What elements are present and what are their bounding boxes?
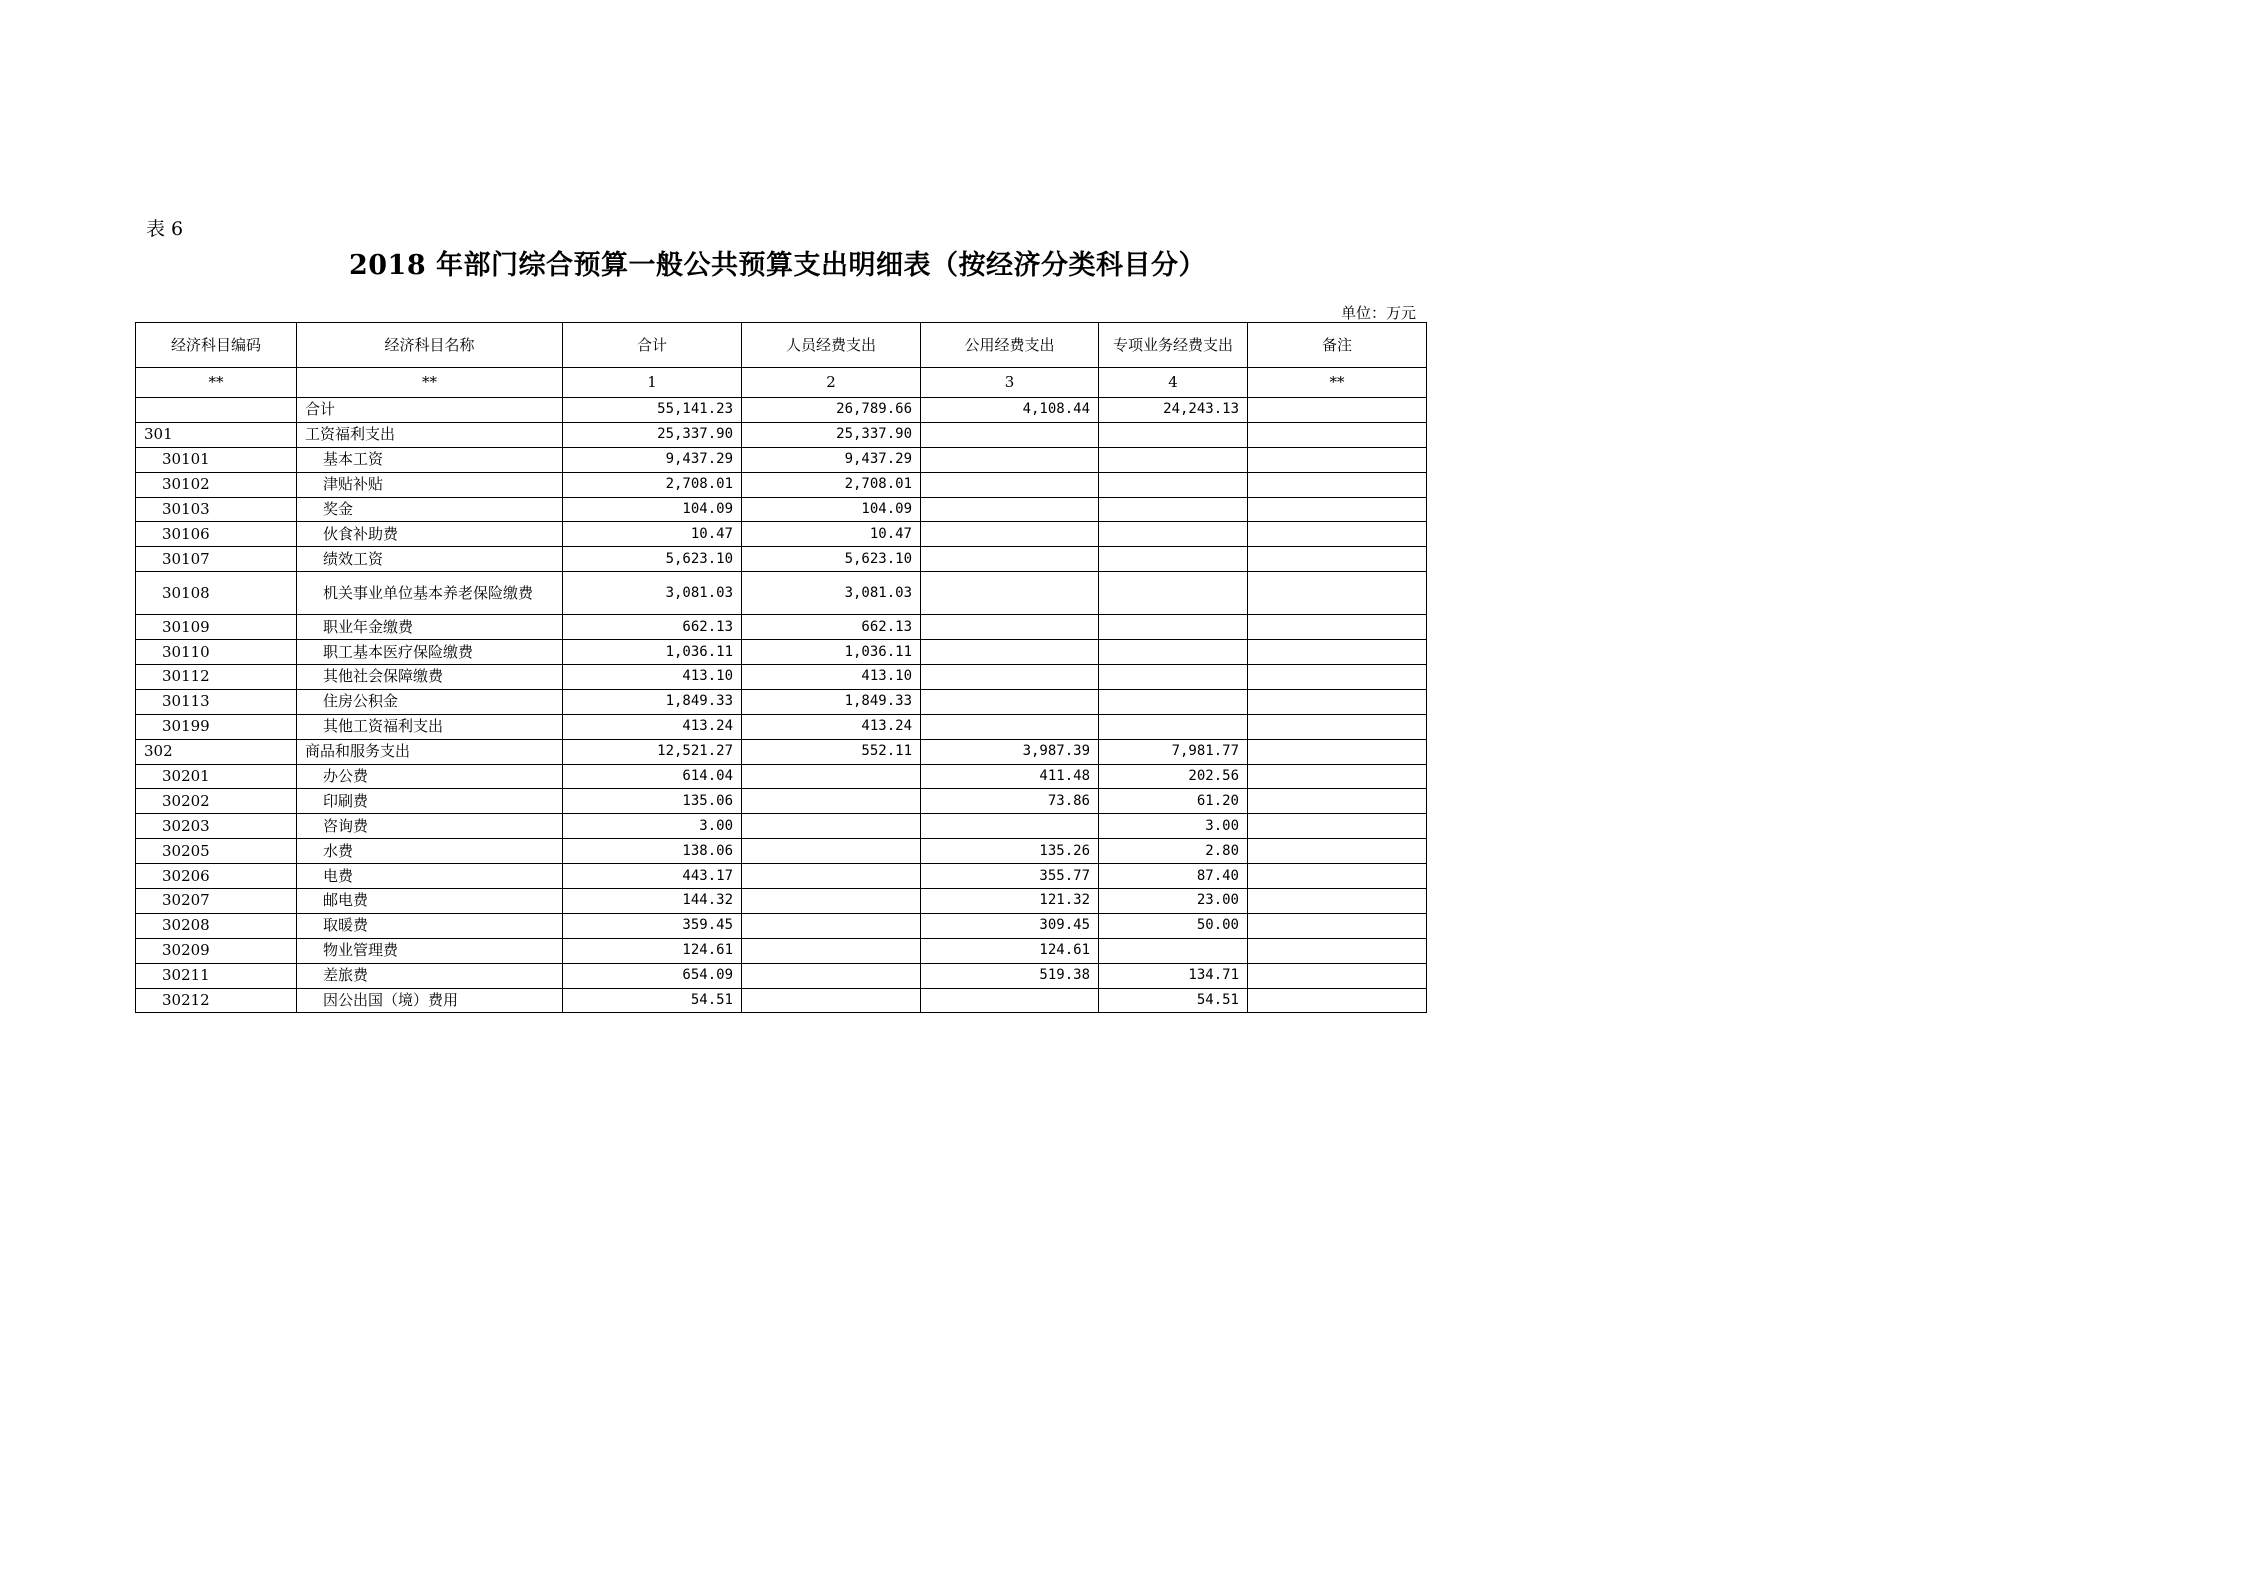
- cell-note: [1248, 963, 1427, 988]
- cell-public: [921, 988, 1099, 1013]
- cell-total: 662.13: [563, 615, 742, 640]
- cell-special: [1099, 447, 1248, 472]
- cell-public: [921, 814, 1099, 839]
- cell-note: [1248, 522, 1427, 547]
- table-row: [136, 963, 1427, 988]
- cell-note: [1248, 398, 1427, 423]
- cell-special: [1099, 547, 1248, 572]
- cell-note: [1248, 640, 1427, 665]
- budget-table: [135, 322, 1427, 1013]
- cell-special: [1099, 422, 1248, 447]
- cell-personnel: 662.13: [742, 615, 921, 640]
- header-row: [136, 323, 1427, 368]
- cell-total: 9,437.29: [563, 447, 742, 472]
- cell-note: [1248, 764, 1427, 789]
- cell-special: 24,243.13: [1099, 398, 1248, 423]
- cell-note: [1248, 938, 1427, 963]
- cell-code: 30110: [136, 640, 297, 665]
- cell-personnel: [742, 864, 921, 889]
- cell-note: [1248, 497, 1427, 522]
- cell-personnel: 9,437.29: [742, 447, 921, 472]
- cell-personnel: [742, 764, 921, 789]
- index-name: **: [297, 368, 563, 398]
- cell-name: 差旅费: [297, 963, 563, 988]
- cell-special: [1099, 714, 1248, 739]
- cell-personnel: 3,081.03: [742, 572, 921, 615]
- table-row: [136, 839, 1427, 864]
- table-row: [136, 988, 1427, 1013]
- cell-name: 津贴补贴: [297, 472, 563, 497]
- cell-note: [1248, 689, 1427, 714]
- cell-public: 73.86: [921, 789, 1099, 814]
- cell-public: [921, 640, 1099, 665]
- cell-special: [1099, 472, 1248, 497]
- cell-personnel: [742, 988, 921, 1013]
- cell-note: [1248, 814, 1427, 839]
- index-public: 3: [921, 368, 1099, 398]
- table-row: [136, 665, 1427, 690]
- cell-total: 2,708.01: [563, 472, 742, 497]
- cell-total: 135.06: [563, 789, 742, 814]
- cell-note: [1248, 839, 1427, 864]
- cell-code: 302: [136, 739, 297, 764]
- cell-total: 54.51: [563, 988, 742, 1013]
- table-label: 表 6: [146, 218, 184, 240]
- cell-personnel: 10.47: [742, 522, 921, 547]
- cell-code: 30112: [136, 665, 297, 690]
- table-row: [136, 398, 1427, 423]
- cell-code: 30201: [136, 764, 297, 789]
- header-public: 公用经费支出: [921, 323, 1099, 368]
- cell-name: 电费: [297, 864, 563, 889]
- cell-special: 2.80: [1099, 839, 1248, 864]
- cell-code: 30102: [136, 472, 297, 497]
- cell-special: [1099, 689, 1248, 714]
- cell-code: 30199: [136, 714, 297, 739]
- table-row: [136, 522, 1427, 547]
- cell-special: [1099, 522, 1248, 547]
- cell-code: 30202: [136, 789, 297, 814]
- cell-name: 物业管理费: [297, 938, 563, 963]
- table-row: [136, 739, 1427, 764]
- cell-name: 职业年金缴费: [297, 615, 563, 640]
- cell-total: 443.17: [563, 864, 742, 889]
- cell-special: [1099, 938, 1248, 963]
- cell-note: [1248, 472, 1427, 497]
- cell-total: 25,337.90: [563, 422, 742, 447]
- table-row: [136, 472, 1427, 497]
- header-code: 经济科目编码: [136, 323, 297, 368]
- cell-public: 411.48: [921, 764, 1099, 789]
- cell-public: [921, 447, 1099, 472]
- cell-public: 135.26: [921, 839, 1099, 864]
- document-title: 2018 年部门综合预算一般公共预算支出明细表（按经济分类科目分）: [348, 250, 1207, 281]
- cell-personnel: [742, 839, 921, 864]
- cell-special: [1099, 640, 1248, 665]
- cell-public: [921, 522, 1099, 547]
- index-note: **: [1248, 368, 1427, 398]
- cell-public: [921, 689, 1099, 714]
- cell-public: [921, 497, 1099, 522]
- cell-name: 印刷费: [297, 789, 563, 814]
- cell-name: 其他工资福利支出: [297, 714, 563, 739]
- cell-name: 合计: [297, 398, 563, 423]
- cell-personnel: [742, 814, 921, 839]
- cell-note: [1248, 913, 1427, 938]
- header-total: 合计: [563, 323, 742, 368]
- cell-special: [1099, 497, 1248, 522]
- table-row: [136, 938, 1427, 963]
- cell-code: 30203: [136, 814, 297, 839]
- table-row: [136, 913, 1427, 938]
- cell-code: 30207: [136, 889, 297, 914]
- cell-name: 邮电费: [297, 889, 563, 914]
- cell-personnel: 104.09: [742, 497, 921, 522]
- cell-total: 654.09: [563, 963, 742, 988]
- index-code: **: [136, 368, 297, 398]
- index-total: 1: [563, 368, 742, 398]
- cell-total: 12,521.27: [563, 739, 742, 764]
- cell-note: [1248, 422, 1427, 447]
- table-row: [136, 640, 1427, 665]
- cell-total: 413.24: [563, 714, 742, 739]
- cell-total: 10.47: [563, 522, 742, 547]
- cell-note: [1248, 789, 1427, 814]
- cell-code: [136, 398, 297, 423]
- cell-note: [1248, 447, 1427, 472]
- cell-public: 519.38: [921, 963, 1099, 988]
- cell-code: 30205: [136, 839, 297, 864]
- cell-total: 359.45: [563, 913, 742, 938]
- table-row: [136, 714, 1427, 739]
- cell-note: [1248, 547, 1427, 572]
- cell-note: [1248, 864, 1427, 889]
- cell-code: 30103: [136, 497, 297, 522]
- cell-public: [921, 714, 1099, 739]
- cell-name: 伙食补助费: [297, 522, 563, 547]
- cell-public: [921, 472, 1099, 497]
- cell-total: 1,849.33: [563, 689, 742, 714]
- cell-name: 住房公积金: [297, 689, 563, 714]
- cell-special: 7,981.77: [1099, 739, 1248, 764]
- cell-total: 55,141.23: [563, 398, 742, 423]
- cell-special: 134.71: [1099, 963, 1248, 988]
- header-special: 专项业务经费支出: [1099, 323, 1248, 368]
- cell-total: 104.09: [563, 497, 742, 522]
- cell-code: 30108: [136, 572, 297, 615]
- index-personnel: 2: [742, 368, 921, 398]
- cell-code: 30208: [136, 913, 297, 938]
- cell-name: 因公出国（境）费用: [297, 988, 563, 1013]
- cell-note: [1248, 615, 1427, 640]
- table-row: [136, 447, 1427, 472]
- cell-special: 50.00: [1099, 913, 1248, 938]
- cell-note: [1248, 739, 1427, 764]
- cell-special: 61.20: [1099, 789, 1248, 814]
- index-special: 4: [1099, 368, 1248, 398]
- cell-name: 商品和服务支出: [297, 739, 563, 764]
- cell-code: 30206: [136, 864, 297, 889]
- cell-name: 基本工资: [297, 447, 563, 472]
- cell-public: 309.45: [921, 913, 1099, 938]
- table-row: [136, 689, 1427, 714]
- table-row: [136, 497, 1427, 522]
- cell-special: [1099, 665, 1248, 690]
- table-row: [136, 615, 1427, 640]
- cell-special: 54.51: [1099, 988, 1248, 1013]
- cell-public: [921, 547, 1099, 572]
- cell-special: 87.40: [1099, 864, 1248, 889]
- cell-code: 30107: [136, 547, 297, 572]
- cell-special: [1099, 615, 1248, 640]
- table-row: [136, 547, 1427, 572]
- table-row: [136, 572, 1427, 615]
- cell-code: 30113: [136, 689, 297, 714]
- header-personnel: 人员经费支出: [742, 323, 921, 368]
- cell-personnel: 26,789.66: [742, 398, 921, 423]
- cell-note: [1248, 665, 1427, 690]
- table-row: [136, 864, 1427, 889]
- cell-name: 工资福利支出: [297, 422, 563, 447]
- cell-personnel: 5,623.10: [742, 547, 921, 572]
- cell-total: 5,623.10: [563, 547, 742, 572]
- cell-public: 4,108.44: [921, 398, 1099, 423]
- cell-personnel: 413.10: [742, 665, 921, 690]
- cell-public: 124.61: [921, 938, 1099, 963]
- cell-total: 3,081.03: [563, 572, 742, 615]
- cell-public: [921, 422, 1099, 447]
- cell-code: 30211: [136, 963, 297, 988]
- index-row: [136, 368, 1427, 398]
- cell-name: 水费: [297, 839, 563, 864]
- cell-total: 144.32: [563, 889, 742, 914]
- cell-total: 124.61: [563, 938, 742, 963]
- table-row: [136, 889, 1427, 914]
- unit-label: 单位：万元: [1340, 304, 1416, 322]
- cell-personnel: [742, 938, 921, 963]
- cell-personnel: 552.11: [742, 739, 921, 764]
- table-body: [136, 398, 1427, 1013]
- cell-special: 3.00: [1099, 814, 1248, 839]
- cell-code: 30212: [136, 988, 297, 1013]
- cell-note: [1248, 988, 1427, 1013]
- cell-special: 202.56: [1099, 764, 1248, 789]
- cell-public: [921, 665, 1099, 690]
- cell-name: 职工基本医疗保险缴费: [297, 640, 563, 665]
- cell-name: 绩效工资: [297, 547, 563, 572]
- cell-total: 413.10: [563, 665, 742, 690]
- cell-personnel: [742, 963, 921, 988]
- cell-personnel: 1,849.33: [742, 689, 921, 714]
- cell-total: 1,036.11: [563, 640, 742, 665]
- cell-name: 办公费: [297, 764, 563, 789]
- cell-code: 301: [136, 422, 297, 447]
- cell-code: 30109: [136, 615, 297, 640]
- table-row: [136, 814, 1427, 839]
- cell-code: 30209: [136, 938, 297, 963]
- table-row: [136, 764, 1427, 789]
- table-row: [136, 789, 1427, 814]
- cell-total: 614.04: [563, 764, 742, 789]
- cell-note: [1248, 889, 1427, 914]
- cell-public: [921, 572, 1099, 615]
- cell-public: 355.77: [921, 864, 1099, 889]
- cell-name: 其他社会保障缴费: [297, 665, 563, 690]
- header-note: 备注: [1248, 323, 1427, 368]
- cell-total: 138.06: [563, 839, 742, 864]
- cell-name: 取暖费: [297, 913, 563, 938]
- cell-personnel: [742, 913, 921, 938]
- cell-code: 30106: [136, 522, 297, 547]
- cell-public: 3,987.39: [921, 739, 1099, 764]
- table-row: [136, 422, 1427, 447]
- cell-personnel: 1,036.11: [742, 640, 921, 665]
- cell-personnel: 25,337.90: [742, 422, 921, 447]
- header-name: 经济科目名称: [297, 323, 563, 368]
- cell-personnel: [742, 789, 921, 814]
- cell-special: [1099, 572, 1248, 615]
- cell-special: 23.00: [1099, 889, 1248, 914]
- cell-code: 30101: [136, 447, 297, 472]
- cell-note: [1248, 572, 1427, 615]
- cell-name: 咨询费: [297, 814, 563, 839]
- cell-total: 3.00: [563, 814, 742, 839]
- cell-personnel: 413.24: [742, 714, 921, 739]
- cell-personnel: 2,708.01: [742, 472, 921, 497]
- cell-public: 121.32: [921, 889, 1099, 914]
- cell-name: 机关事业单位基本养老保险缴费: [297, 572, 563, 615]
- cell-public: [921, 615, 1099, 640]
- cell-name: 奖金: [297, 497, 563, 522]
- cell-note: [1248, 714, 1427, 739]
- cell-personnel: [742, 889, 921, 914]
